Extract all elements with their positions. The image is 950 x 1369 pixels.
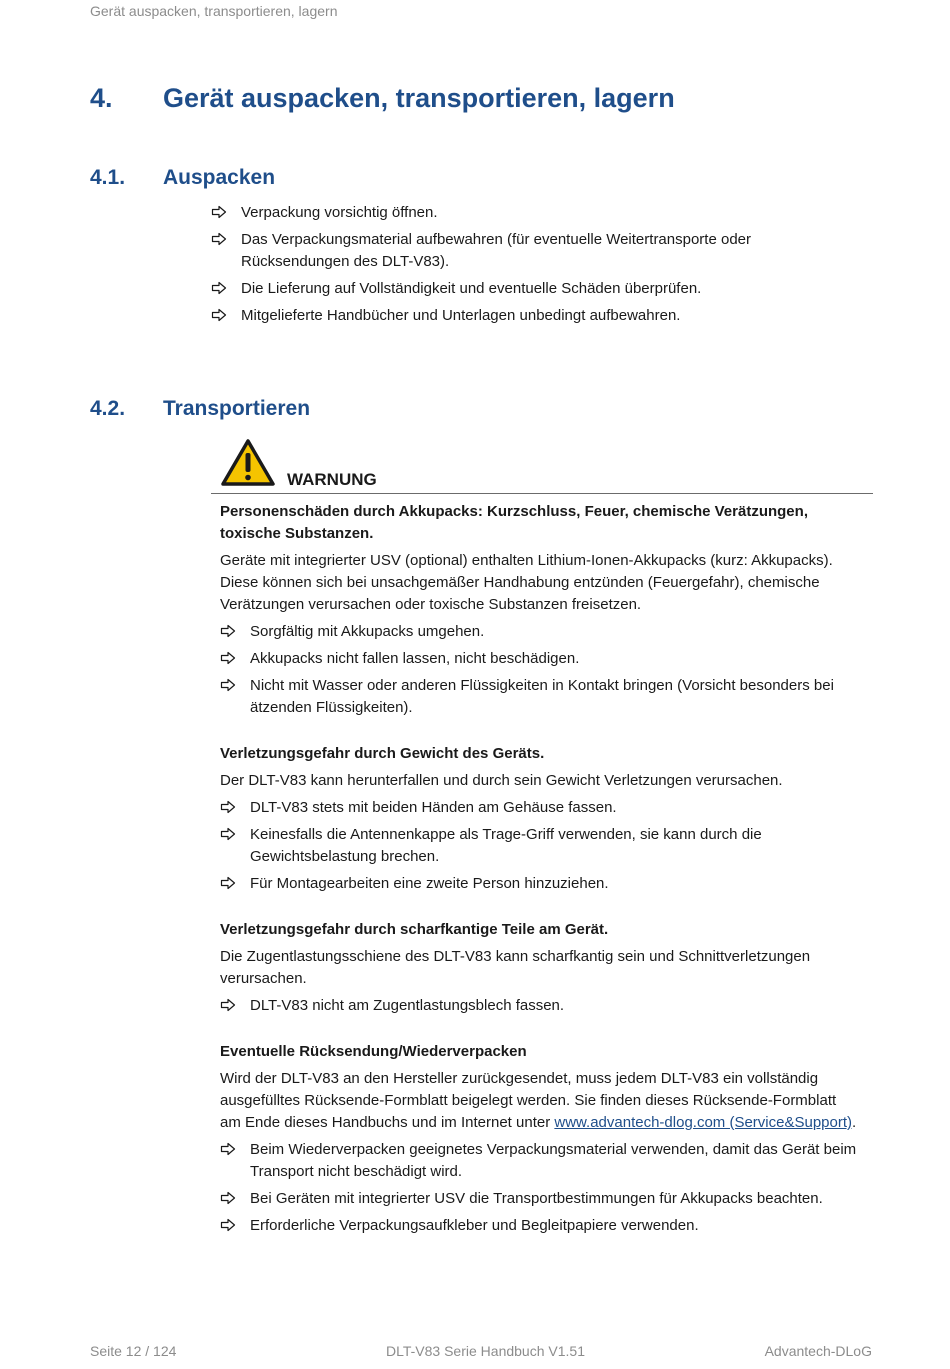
return-measures-list [220, 1139, 860, 1237]
arrow-right-icon [220, 1217, 236, 1233]
warning-label: WARNUNG [287, 470, 377, 489]
list-item: Nicht mit Wasser oder anderen Flüssigkeiten in Kontakt bringen (Vorsicht besonders bei ätzenden Flüssigkeiten). [220, 675, 860, 719]
return-text: Wird der DLT-V83 an den Hersteller zurückgesendet, muss jedem DLT-V83 ein vollständig ausgefülltes Rücksende-Formblatt beigelegt werden. Sie finden dieses Rücksende-Formblatt am Ende dieses Handbuchs und im Internet unter www.advantech-dlog.com (Service&Support). [220, 1070, 857, 1131]
hazard-heading-weight: Verletzungsgefahr durch Gewicht des Geräts. [220, 745, 545, 762]
section-title: Auspacken [163, 166, 276, 189]
hazard-heading-battery: Personenschäden durch Akkupacks: Kurzschluss, Feuer, chemische Verätzungen, toxische Substanzen. [220, 503, 808, 542]
chapter-title: Gerät auspacken, transportieren, lagern [163, 83, 675, 113]
list-item: Erforderliche Verpackungsaufkleber und Begleitpapiere verwenden. [220, 1215, 860, 1237]
list-item: DLT-V83 nicht am Zugentlastungsblech fassen. [220, 995, 860, 1017]
weight-measures-list [220, 797, 860, 895]
auspacken-list [211, 202, 861, 332]
footer-company: Advantech-DLoG [764, 1343, 872, 1359]
arrow-right-icon [211, 280, 227, 296]
hazard-text-battery: Geräte mit integrierter USV (optional) enthalten Lithium-Ionen-Akkupacks (kurz: Akkupacks). Diese können sich bei unsachgemäßer Handhabung entzünden (Feuergefahr), chemische Verätzungen verursachen oder toxische Substanzen freisetzen. [220, 552, 833, 613]
arrow-right-icon [220, 1190, 236, 1206]
list-item: Mitgelieferte Handbücher und Unterlagen unbedingt aufbewahren. [211, 305, 861, 327]
section-number: 4.2. [90, 397, 126, 420]
footer-manual-title: DLT-V83 Serie Handbuch V1.51 [386, 1343, 585, 1359]
battery-measures-list [220, 621, 860, 719]
hazard-text-sharp-edges: Die Zugentlastungsschiene des DLT-V83 kann scharfkantig sein und Schnittverletzungen verursachen. [220, 948, 811, 987]
arrow-right-icon [220, 799, 236, 815]
list-item: Keinesfalls die Antennenkappe als Trage-Griff verwenden, sie kann durch die Gewichtsbelastung brechen. [220, 824, 860, 868]
arrow-right-icon [220, 997, 236, 1013]
arrow-right-icon [220, 1141, 236, 1157]
running-header: Gerät auspacken, transportieren, lagern [90, 3, 338, 19]
list-item: Beim Wiederverpacken geeignetes Verpackungsmaterial verwenden, damit das Gerät beim Transport nicht beschädigt wird. [220, 1139, 860, 1183]
list-item: Verpackung vorsichtig öffnen. [211, 202, 861, 224]
arrow-right-icon [220, 677, 236, 693]
chapter-number: 4. [90, 83, 113, 113]
arrow-right-icon [220, 623, 236, 639]
warning-triangle-icon [220, 438, 276, 488]
return-heading: Eventuelle Rücksendung/Wiederverpacken [220, 1043, 527, 1060]
hazard-heading-sharp-edges: Verletzungsgefahr durch scharfkantige Teile am Gerät. [220, 921, 609, 938]
list-item: DLT-V83 stets mit beiden Händen am Gehäuse fassen. [220, 797, 860, 819]
arrow-right-icon [211, 307, 227, 323]
list-item: Akkupacks nicht fallen lassen, nicht beschädigen. [220, 648, 860, 670]
section-title: Transportieren [163, 397, 311, 420]
warning-divider [211, 493, 873, 494]
list-item: Bei Geräten mit integrierter USV die Transportbestimmungen für Akkupacks beachten. [220, 1188, 860, 1210]
hazard-text-weight: Der DLT-V83 kann herunterfallen und durch sein Gewicht Verletzungen verursachen. [220, 772, 783, 789]
arrow-right-icon [220, 650, 236, 666]
sharp-edges-measures-list [220, 995, 860, 1017]
warning-content [220, 501, 860, 1242]
list-item: Sorgfältig mit Akkupacks umgehen. [220, 621, 860, 643]
arrow-right-icon [220, 826, 236, 842]
arrow-right-icon [220, 875, 236, 891]
footer-page-number: Seite 12 / 124 [90, 1343, 177, 1359]
arrow-right-icon [211, 231, 227, 247]
list-item: Für Montagearbeiten eine zweite Person hinzuziehen. [220, 873, 860, 895]
list-item: Das Verpackungsmaterial aufbewahren (für eventuelle Weitertransporte oder Rücksendungen des DLT-V83). [211, 229, 861, 273]
service-support-link[interactable]: www.advantech-dlog.com (Service&Support) [554, 1114, 853, 1131]
list-item: Die Lieferung auf Vollständigkeit und eventuelle Schäden überprüfen. [211, 278, 861, 300]
section-number: 4.1. [90, 166, 126, 189]
arrow-right-icon [211, 204, 227, 220]
